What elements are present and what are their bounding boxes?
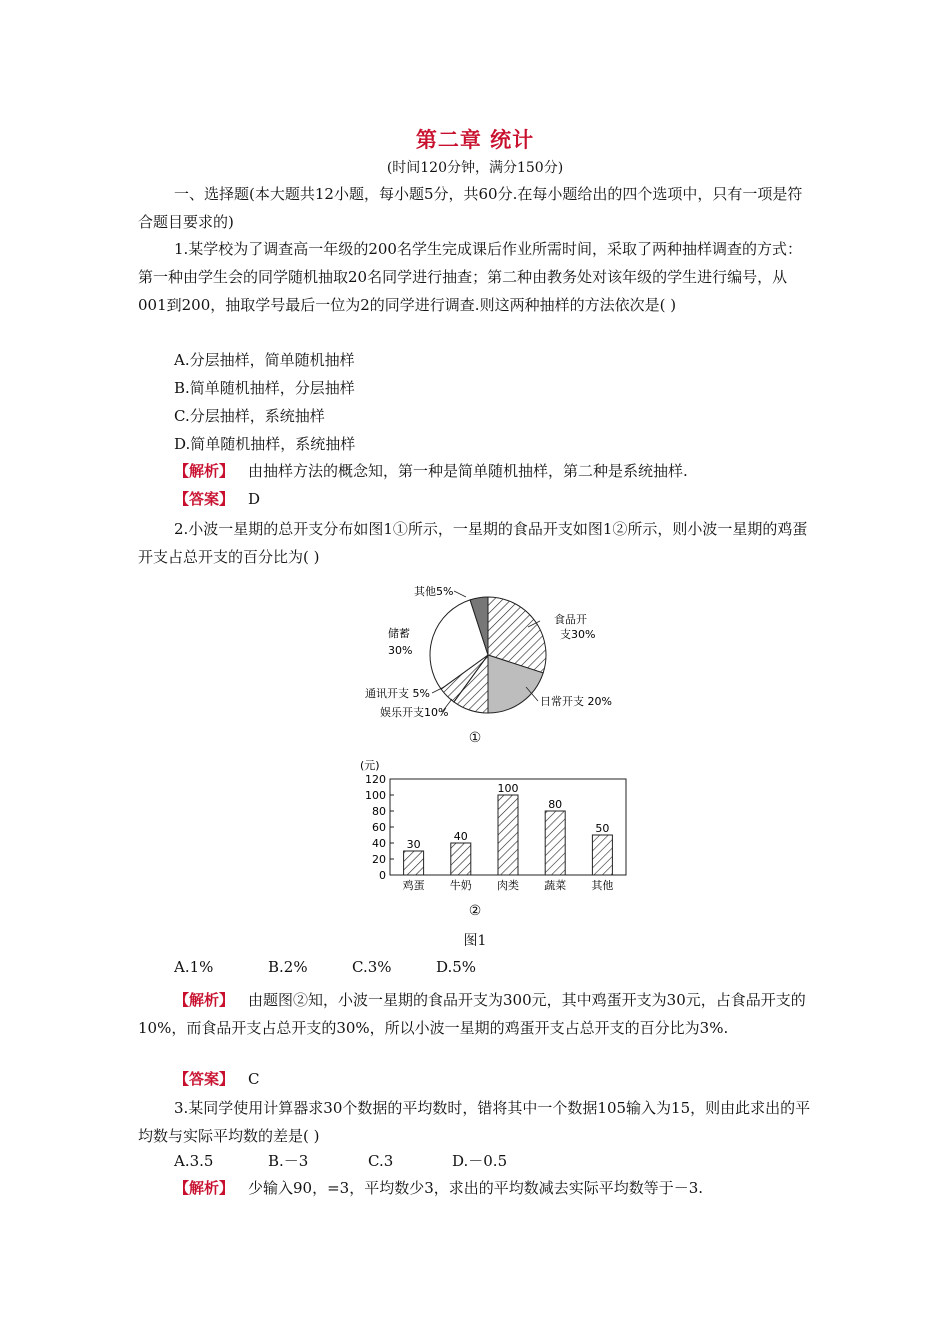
answer-tag: 【答案】 xyxy=(174,1070,235,1088)
q2-options xyxy=(174,958,476,976)
bar-0 xyxy=(404,851,424,875)
pie-label-food: 食品开支30% xyxy=(554,613,596,641)
y-tick-label: 40 xyxy=(372,837,386,850)
answer-text: D xyxy=(248,490,261,508)
y-tick-label: 100 xyxy=(365,789,386,802)
bar-category-label: 蔬菜 xyxy=(544,879,567,892)
bar-category-label: 肉类 xyxy=(497,879,519,892)
q1-option-d: D.简单随机抽样，系统抽样 xyxy=(174,435,356,453)
y-tick-label: 80 xyxy=(372,805,386,818)
bar-2 xyxy=(498,795,518,875)
y-tick-label: 120 xyxy=(365,773,386,786)
question-2-text: 2.小波一星期的总开支分布如图1①所示，一星期的食品开支如图1②所示，则小波一星期的鸡蛋开支占总开支的百分比为( ) xyxy=(138,520,808,566)
q2-analysis xyxy=(138,986,813,1042)
analysis-tag: 【解析】 xyxy=(174,462,235,480)
pie-label-daily: 日常开支 20% xyxy=(540,695,612,708)
q3-option-d: D.－0.5 xyxy=(452,1152,508,1170)
analysis-tag: 【解析】 xyxy=(174,1179,235,1197)
bar-value-label: 30 xyxy=(406,838,421,851)
q3-option-b: B.－3 xyxy=(268,1152,309,1170)
question-1-text: 1.某学校为了调查高一年级的200名学生完成课后作业所需时间，采取了两种抽样调查的方式：第一种由学生会的同学随机抽取20名同学进行抽查；第二种由教务处对该年级的学生进行编号，从001到200，抽取学号最后一位为2的同学进行调查.则这两种抽样的方法依次是( ) xyxy=(138,240,802,314)
bar-category-label: 鸡蛋 xyxy=(402,879,425,892)
q1-option-a: A.分层抽样，简单随机抽样 xyxy=(174,351,355,369)
pie-label-telecom: 通讯开支 5% xyxy=(365,687,430,700)
q3-option-a: A.3.5 xyxy=(174,1152,214,1170)
q1-option-c: C.分层抽样，系统抽样 xyxy=(174,407,325,425)
bar-category-label: 牛奶 xyxy=(449,879,472,892)
pie-label-entertainment: 娱乐开支10% xyxy=(380,706,449,719)
pie-label-other: 其他5% xyxy=(414,585,454,598)
q3-options xyxy=(174,1150,507,1171)
pie-chart xyxy=(340,575,640,750)
bar-4 xyxy=(592,835,612,875)
pie-chart-caption: ① xyxy=(468,730,482,746)
bar-value-label: 50 xyxy=(595,822,610,835)
bar-3 xyxy=(545,811,565,875)
bar-category-label: 其他 xyxy=(591,879,614,892)
q3-analysis xyxy=(174,1177,703,1198)
answer-text: C xyxy=(248,1070,260,1088)
y-tick-label: 0 xyxy=(379,869,386,882)
y-axis-label: (元) xyxy=(360,759,380,772)
figure-caption: 图1 xyxy=(463,933,487,949)
bar-chart-caption: ② xyxy=(468,903,482,919)
q1-answer xyxy=(174,488,260,509)
bar-value-label: 40 xyxy=(453,830,468,843)
pie-label-savings: 储蓄 30% xyxy=(388,627,413,657)
bar-value-label: 80 xyxy=(548,798,563,811)
q2-option-c: C.3% xyxy=(352,958,392,976)
pie-leader-line xyxy=(454,591,466,597)
analysis-text: 少输入90，=3，平均数少3，求出的平均数减去实际平均数等于－3. xyxy=(248,1179,704,1197)
q1-analysis xyxy=(174,460,688,481)
q2-option-d: D.5% xyxy=(436,958,477,976)
analysis-tag: 【解析】 xyxy=(174,991,235,1009)
q2-answer xyxy=(174,1068,260,1089)
page-title: 第二章 统计 xyxy=(415,127,535,152)
q2-option-b: B.2% xyxy=(268,958,308,976)
analysis-text: 由抽样方法的概念知，第一种是简单随机抽样，第二种是系统抽样. xyxy=(248,462,688,480)
y-tick-label: 20 xyxy=(372,853,386,866)
bar-1 xyxy=(451,843,471,875)
q2-option-a: A.1% xyxy=(174,958,214,976)
y-tick-label: 60 xyxy=(372,821,386,834)
bar-value-label: 100 xyxy=(497,782,519,795)
answer-tag: 【答案】 xyxy=(174,490,235,508)
section-intro: 一、选择题(本大题共12小题，每小题5分，共60分.在每小题给出的四个选项中，只有一项是符合题目要求的) xyxy=(138,185,803,231)
question-3-text: 3.某同学使用计算器求30个数据的平均数时，错将其中一个数据105输入为15，则由此求出的平均数与实际平均数的差是( ) xyxy=(138,1099,811,1145)
q3-option-c: C.3 xyxy=(368,1152,394,1170)
q1-option-b: B.简单随机抽样，分层抽样 xyxy=(174,379,355,397)
analysis-text: 由题图②知，小波一星期的食品开支为300元，其中鸡蛋开支为30元，占食品开支的10%，而食品开支占总开支的30%，所以小波一星期的鸡蛋开支占总开支的百分比为3%. xyxy=(138,991,806,1037)
bar-chart xyxy=(340,755,640,900)
page-subtitle: (时间120分钟，满分150分) xyxy=(386,160,564,176)
